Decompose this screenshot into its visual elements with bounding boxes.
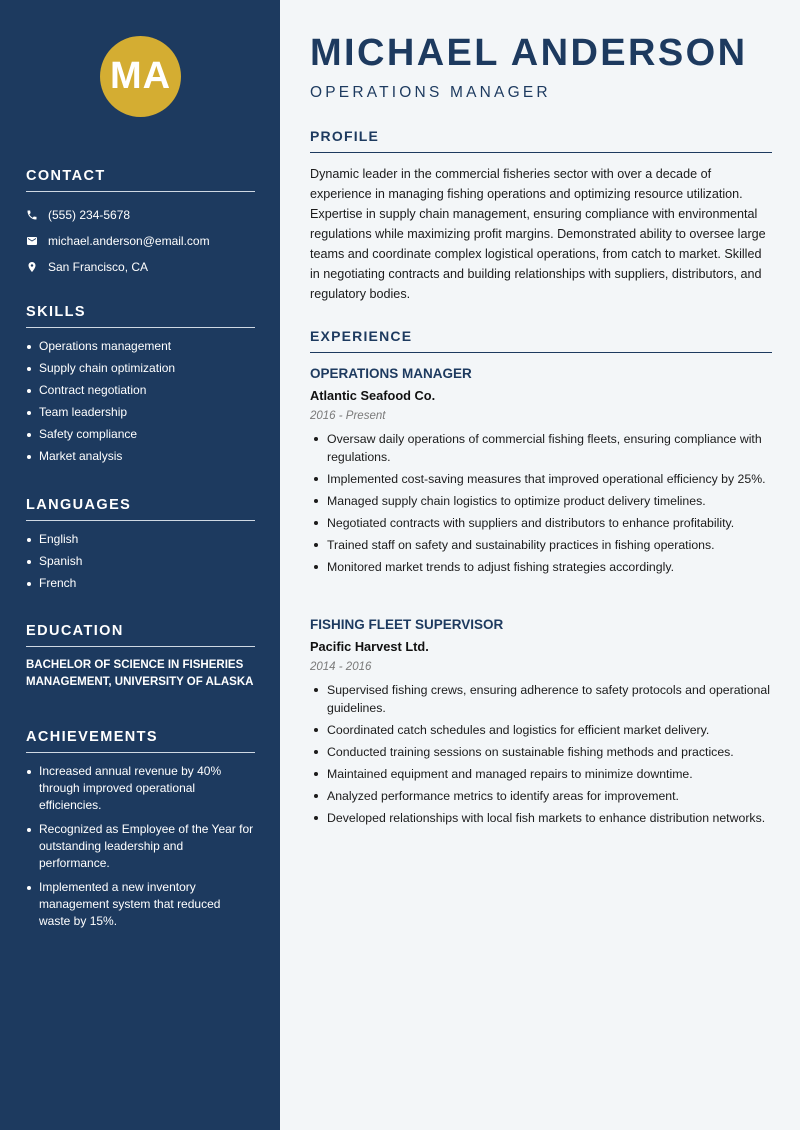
job-entry: [310, 617, 772, 831]
skill-item: Safety compliance: [26, 426, 255, 443]
achievement-item: Implemented a new inventory management system that reduced waste by 15%.: [26, 879, 255, 930]
education-heading: EDUCATION: [26, 623, 255, 647]
job-bullet: Developed relationships with local fish markets to enhance distribution networks.: [310, 809, 772, 827]
job-bullet: Analyzed performance metrics to identify areas for improvement.: [310, 787, 772, 805]
contact-phone: [26, 202, 255, 228]
languages-heading: LANGUAGES: [26, 497, 255, 521]
profile-heading: PROFILE: [310, 128, 772, 153]
job-dates: 2016 - Present: [310, 410, 386, 422]
job-title: OPERATIONS MANAGER: [310, 366, 472, 381]
candidate-name: MICHAEL ANDERSON: [310, 32, 748, 74]
job-bullet: Negotiated contracts with suppliers and distributors to enhance profitability.: [310, 514, 772, 532]
skill-item: Market analysis: [26, 448, 255, 465]
skill-item: Contract negotiation: [26, 382, 255, 399]
language-item: English: [26, 531, 255, 548]
contact-email: [26, 228, 255, 254]
mail-icon: [26, 235, 38, 247]
language-item: French: [26, 575, 255, 592]
skills-heading: SKILLS: [26, 304, 255, 328]
skills-section: [26, 304, 255, 470]
contact-section: [26, 168, 255, 280]
job-company: Atlantic Seafood Co.: [310, 388, 436, 403]
job-bullet: Implemented cost-saving measures that improved operational efficiency by 25%.: [310, 470, 772, 488]
location-pin-icon: [26, 261, 38, 273]
experience-heading: EXPERIENCE: [310, 328, 772, 353]
job-bullet: Managed supply chain logistics to optimize product delivery timelines.: [310, 492, 772, 510]
email-text: michael.anderson@email.com: [48, 234, 210, 248]
education-section: [26, 623, 255, 691]
sidebar: [0, 0, 280, 1130]
profile-text: Dynamic leader in the commercial fisheries sector with over a decade of experience in managing fishing operations and optimizing resource utilization. Expertise in supply chain management, ensuring compliance with environmental regulations while maximizing profit margins. Demonstrated ability to oversee large teams and coordinate complex logistical operations, from catch to market. Skilled in negotiating contracts and building relationships with suppliers, distributors, and regulatory bodies.: [310, 167, 766, 301]
job-title: FISHING FLEET SUPERVISOR: [310, 617, 504, 632]
job-bullet: Maintained equipment and managed repairs to minimize downtime.: [310, 765, 772, 783]
skill-item: Supply chain optimization: [26, 360, 255, 377]
skill-item: Operations management: [26, 338, 255, 355]
education-degree: BACHELOR OF SCIENCE IN FISHERIES MANAGEMENT, UNIVERSITY OF ALASKA: [26, 659, 254, 688]
job-bullet: Coordinated catch schedules and logistics for efficient market delivery.: [310, 721, 772, 739]
job-bullet: Monitored market trends to adjust fishing strategies accordingly.: [310, 558, 772, 576]
experience-section: [310, 328, 772, 353]
languages-section: [26, 497, 255, 597]
contact-location: [26, 254, 255, 280]
job-dates: 2014 - 2016: [310, 661, 372, 673]
achievements-heading: ACHIEVEMENTS: [26, 729, 255, 753]
job-bullet: Supervised fishing crews, ensuring adherence to safety protocols and operational guidelines.: [310, 681, 772, 717]
job-entry: [310, 366, 772, 580]
skill-item: Team leadership: [26, 404, 255, 421]
profile-section: [310, 128, 772, 304]
job-company: Pacific Harvest Ltd.: [310, 639, 429, 654]
achievement-item: Recognized as Employee of the Year for outstanding leadership and performance.: [26, 821, 255, 872]
job-bullet: Trained staff on safety and sustainability practices in fishing operations.: [310, 536, 772, 554]
language-item: Spanish: [26, 553, 255, 570]
achievement-item: Increased annual revenue by 40% through improved operational efficiencies.: [26, 763, 255, 814]
phone-icon: [26, 209, 38, 221]
job-bullet: Oversaw daily operations of commercial fishing fleets, ensuring compliance with regulations.: [310, 430, 772, 466]
phone-text: (555) 234-5678: [48, 208, 131, 222]
location-text: San Francisco, CA: [48, 260, 149, 274]
achievements-section: [26, 729, 255, 937]
job-bullet: Conducted training sessions on sustainable fishing methods and practices.: [310, 743, 772, 761]
contact-heading: CONTACT: [26, 168, 255, 192]
candidate-role: OPERATIONS MANAGER: [310, 84, 551, 101]
avatar: MA: [100, 36, 181, 117]
